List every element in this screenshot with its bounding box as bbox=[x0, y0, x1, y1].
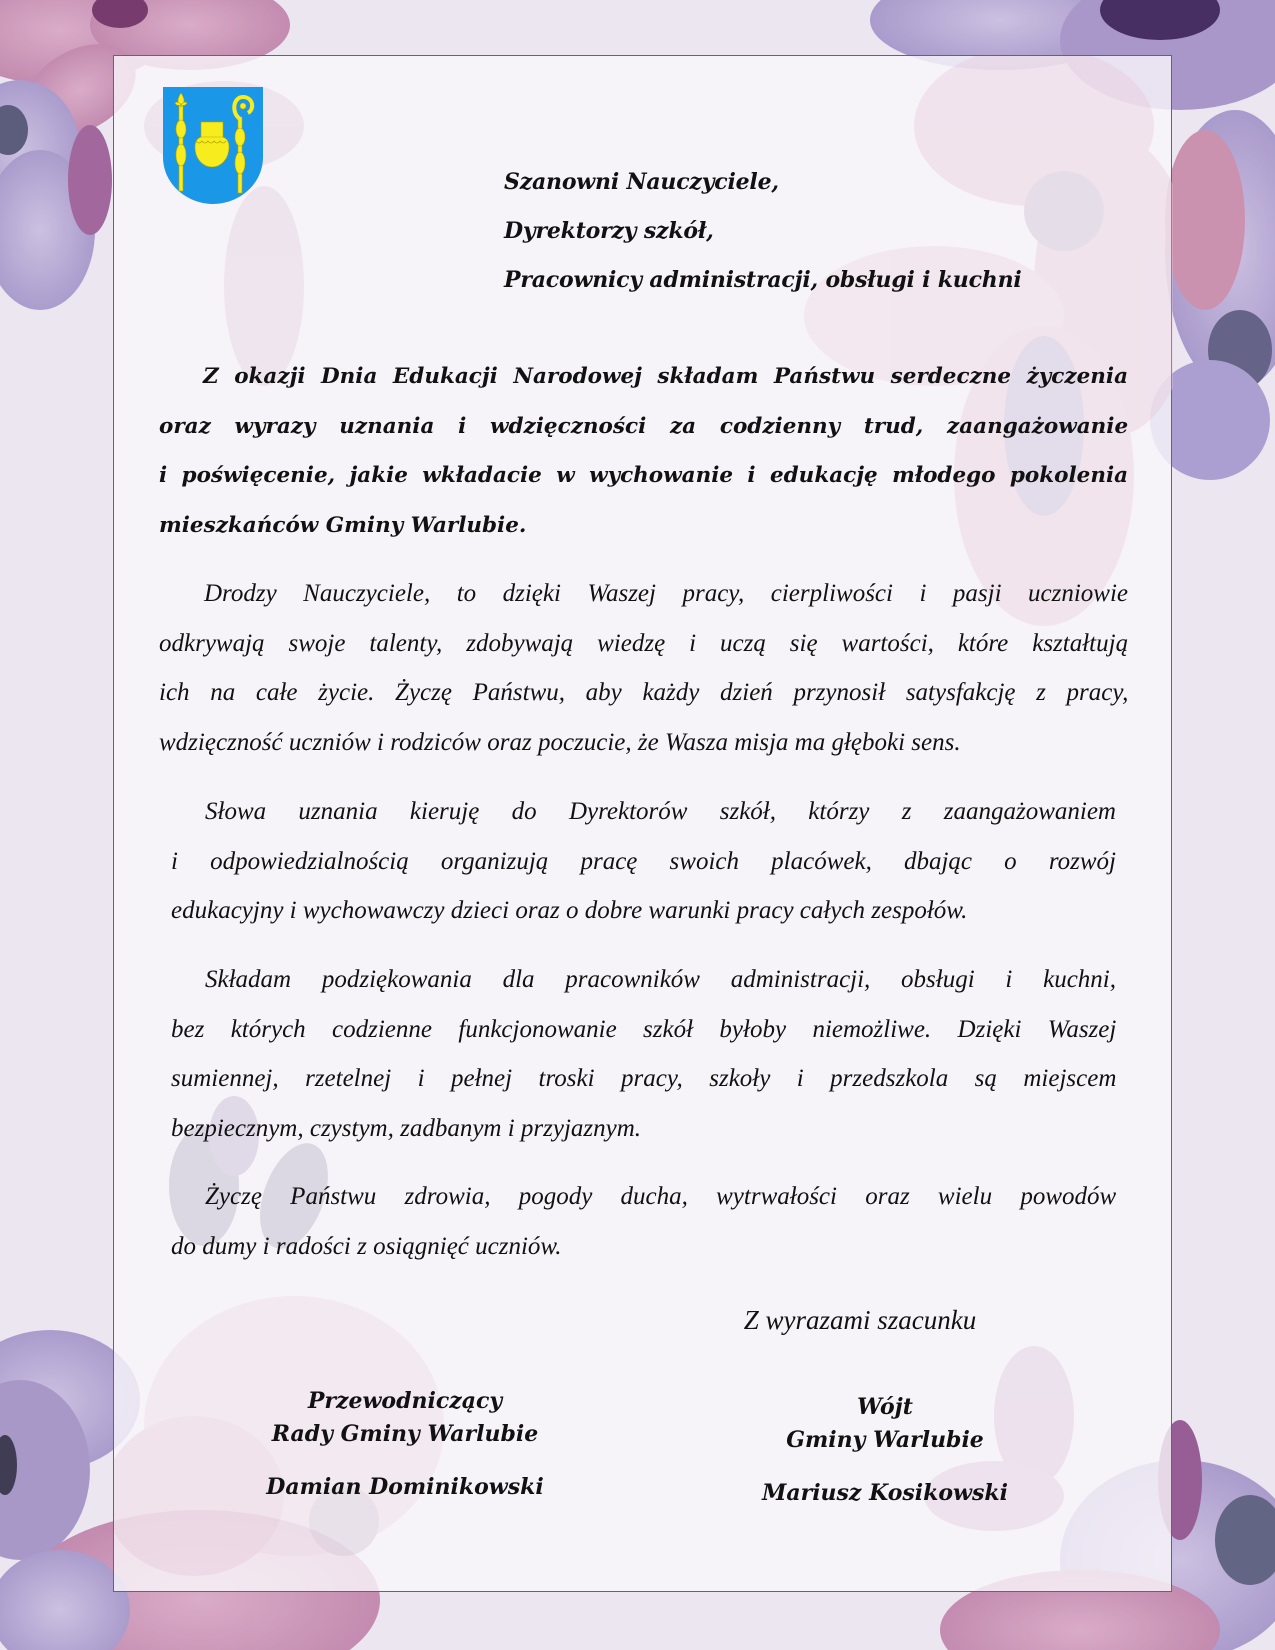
paragraph-line: i poświęcenie, jakie wkładacie w wychowanie i edukację młodego pokolenia bbox=[159, 463, 1129, 488]
signature-title: Gminy Warlubie bbox=[786, 1427, 984, 1453]
paragraph-line: mieszkańców Gminy Warlubie. bbox=[159, 512, 527, 538]
paragraph-line: ich na całe życie. Życzę Państwu, aby każdy dzień przynosił satysfakcję z pracy, bbox=[159, 679, 1129, 706]
paragraph-line: odkrywają swoje talenty, zdobywają wiedzę i uczą się wartości, które kształtują bbox=[159, 629, 1129, 657]
paragraph-line: bez których codzienne funkcjonowanie szkół byłoby niemożliwe. Dzięki Waszej bbox=[171, 1015, 1117, 1043]
signature-name: Mariusz Kosikowski bbox=[762, 1480, 1008, 1506]
signature-mayor bbox=[720, 1391, 1050, 1510]
intro-paragraph bbox=[159, 352, 1128, 550]
paragraph-line: oraz wyrazy uznania i wdzięczności za codzienny trud, zaangażowanie bbox=[159, 413, 1129, 439]
salutation-line: Pracownicy administracji, obsługi i kuchni bbox=[504, 267, 1022, 293]
closing-formula: Z wyrazami szacunku bbox=[743, 1305, 977, 1335]
signature-name: Damian Dominikowski bbox=[266, 1474, 544, 1500]
staff-paragraph bbox=[171, 955, 1116, 1153]
signature-title: Przewodniczący bbox=[307, 1388, 503, 1414]
paragraph-line: edukacyjny i wychowawczy dzieci oraz o dobre warunki pracy całych zespołów. bbox=[171, 897, 968, 924]
paragraph-line: Składam podziękowania dla pracowników administracji, obsługi i kuchni, bbox=[205, 966, 1116, 993]
paragraph-line: i odpowiedzialnością organizują pracę swoich placówek, dbając o rozwój bbox=[171, 847, 1116, 875]
salutation-line: Dyrektorzy szkół, bbox=[504, 218, 714, 244]
paragraph-line: Drodzy Nauczyciele, to dzięki Waszej pracy, cierpliwości i pasji uczniowie bbox=[204, 580, 1128, 607]
signature-title: Rady Gminy Warlubie bbox=[271, 1421, 539, 1447]
paragraph-line: bezpiecznym, czystym, zadbanym i przyjaznym. bbox=[171, 1114, 642, 1142]
signature-title: Wójt bbox=[857, 1394, 913, 1420]
paragraph-line: do dumy i radości z osiągnięć uczniów. bbox=[171, 1232, 562, 1260]
signature-council-chairman bbox=[235, 1385, 575, 1504]
directors-paragraph bbox=[171, 787, 1116, 936]
paragraph-line: Z okazji Dnia Edukacji Narodowej składam Państwu serdeczne życzenia bbox=[203, 364, 1128, 389]
teachers-paragraph bbox=[159, 569, 1128, 767]
salutation bbox=[504, 158, 1022, 305]
paragraph-line: wdzięczność uczniów i rodziców oraz poczucie, że Wasza misja ma głęboki sens. bbox=[159, 728, 961, 756]
paragraph-line: sumiennej, rzetelnej i pełnej troski pracy, szkoły i przedszkola są miejscem bbox=[171, 1065, 1117, 1092]
coat-of-arms-icon bbox=[163, 87, 263, 204]
paragraph-line: Życzę Państwu zdrowia, pogody ducha, wytrwałości oraz wielu powodów bbox=[205, 1183, 1117, 1210]
salutation-line: Szanowni Nauczyciele, bbox=[504, 169, 779, 195]
wishes-paragraph bbox=[171, 1172, 1116, 1271]
paragraph-line: Słowa uznania kieruję do Dyrektorów szkół, którzy z zaangażowaniem bbox=[205, 798, 1116, 825]
